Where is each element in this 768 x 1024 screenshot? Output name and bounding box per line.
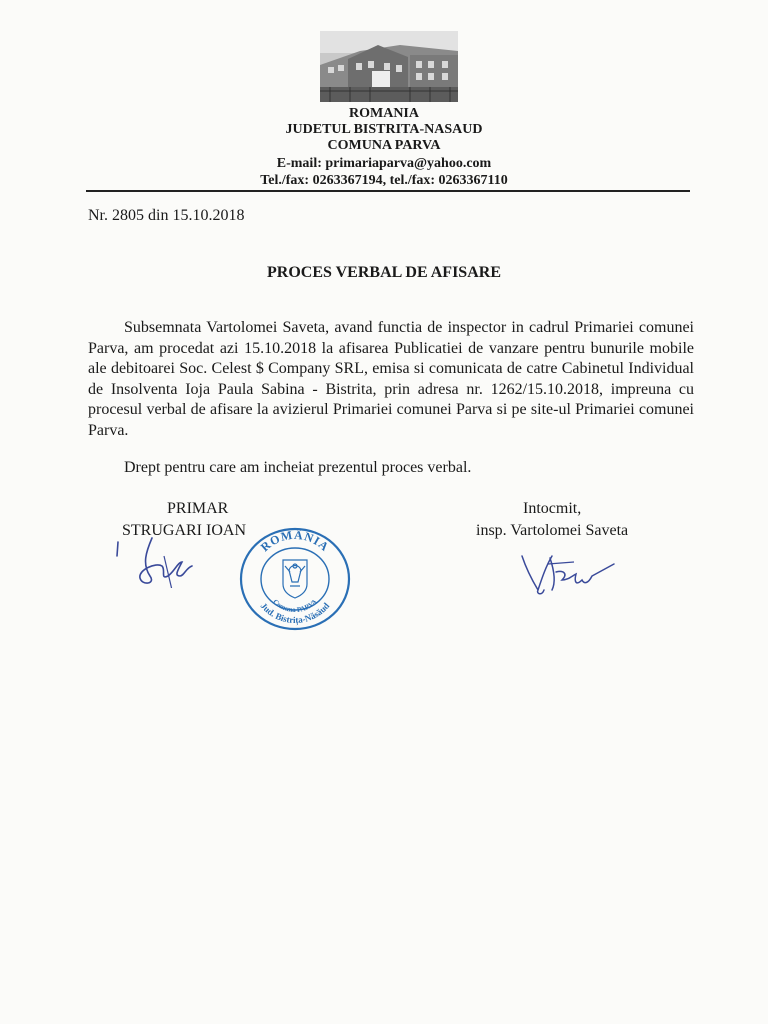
commune-stamp	[238, 526, 352, 632]
header-phone: Tel./fax: 0263367194, tel./fax: 0263367110	[260, 173, 508, 188]
header-country: ROMANIA	[349, 106, 419, 121]
closing-statement: Drept pentru care am incheiat prezentul proces verbal.	[124, 459, 472, 476]
town-hall-photo	[320, 31, 458, 102]
coat-of-arms-icon	[283, 560, 307, 598]
header-email: E-mail: primariaparva@yahoo.com	[276, 156, 492, 171]
header-divider	[86, 190, 690, 192]
svg-text:ROMÂNIA	[258, 528, 332, 555]
document-reference: Nr. 2805 din 15.10.2018	[88, 207, 245, 224]
mayor-name: STRUGARI IOAN	[122, 522, 246, 539]
body-paragraph: Subsemnata Vartolomei Saveta, avand functia de inspector in cadrul Primariei comunei Parva, am procedat azi 15.10.2018 la afisarea Publicatiei de vanzare pentru bunurile mobile ale debitoarei Soc. Celest $ Company SRL, emisa si comunicata de catre Cabinetul Individual de Insolventa Ioja Paula Sabina - Bistrita, prin adresa nr. 1262/15.10.2018, impreuna cu procesul verbal de afisare la avizierul Primariei comunei Parva si pe site-ul Primariei comunei Parva.	[88, 319, 694, 439]
author-name: insp. Vartolomei Saveta	[476, 522, 629, 539]
author-signature	[512, 550, 616, 600]
stamp-bottom-text: Jud. Bistrița-Năsăud	[258, 600, 332, 626]
header-county: JUDETUL BISTRITA-NASAUD	[285, 122, 483, 137]
document-title: PROCES VERBAL DE AFISARE	[267, 264, 501, 281]
stamp-inner-text: Comuna PARVA	[271, 597, 319, 615]
mayor-title: PRIMAR	[167, 500, 229, 517]
stamp-top-text: ROMÂNIA	[257, 527, 333, 555]
header-commune: COMUNA PARVA	[327, 138, 441, 153]
author-title: Intocmit,	[523, 500, 582, 517]
mayor-signature	[112, 532, 202, 588]
